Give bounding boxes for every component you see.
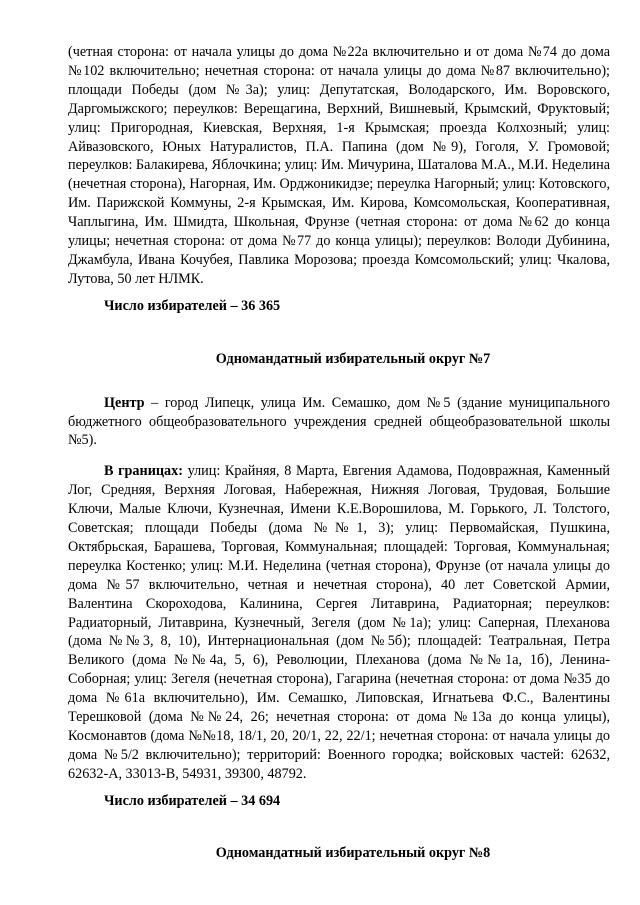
district-6-bounds-continuation: (четная сторона: от начала улицы до дома №22а включительно и от дома №74 до дома №102 включительно; нечетная сторона: от начала улицы до дома №87 включительно); площади Победы (дом №3а); улиц: Депутатская, Володарского, Им. Воровского, Даргомыжского; переулков: Верещагина, Верхний, Вишневый, Крымский, Фруктовый; улиц: Пригородная, Киевская, Верхняя, 1-я Крымская; проезда Колхозный; улиц: Айвазовского, Юных Натуралистов, П.А. Папина (дом №9), Гоголя, У. Громовой; переулков: Балакирева, Яблочкина; улиц: Им. Мичурина, Шаталова М.А., М.И. Неделина (нечетная сторона), Нагорная, Им. Орджоникидзе; переулка Нагорный; улиц: Котовского, Им. Парижской Коммуны, 2-я Крымская, Им. Кирова, Комсомольская, Кооперативная, Чаплыгина, Им. Шмидта, Школьная, Фрунзе (четная сторона: от дома №62 до конца улицы; нечетная сторона: от дома №77 до конца улицы); переулков: Володи Дубинина, Джамбула, Ивана Кочубея, Павлика Морозова; проезда Комсомольский; улиц: Чкалова, Лутова, 50 лет НЛМК. xyxy=(68,44,610,287)
center-text: – город Липецк, улица Им. Семашко, дом №5 (здание муниципального бюджетного общеобразовательного учреждения средней общеобразовательной школы №5). xyxy=(68,394,610,449)
district-8-heading: Одномандатный избирательный округ №8 xyxy=(215,844,491,861)
center-label: Центр xyxy=(104,394,145,411)
bounds-text: улиц: Крайняя, 8 Марта, Евгения Адамова, Подовражная, Каменный Лог, Средняя, Верхняя Логовая, Набережная, Нижняя Логовая, Трудовая, Большие Ключи, Малые Ключи, Кузнечная, Имени К.Е.Ворошилова, М. Горького, Л. Толстого, Советская; площади Победы (дома №№1, 3); улиц: Первомайская, Пушкина, Октябрьская, Барашева, Торговая, Коммунальная; площадей: Торговая, Коммунальная; переулка Костенко; улиц: М.И. Неделина (четная сторона), Фрунзе (от начала улицы до дома №57 включительно, четная и нечетная сторона), 40 лет Советской Армии, Валентина Скороходова, Калинина, Сергея Литаврина, Радиаторная; переулков: Радиаторный, Литаврина, Кузнечный, Зегеля (дом №1а); улиц: Саперная, Плеханова (дома №№3, 8, 10), Интернациональная (дом №5б); площадей: Театральная, Петра Великого (дома №№4а, 5, 6), Революции, Плеханова (дома №№1а, 1б), Ленина-Соборная; улиц: Зегеля (нечетная сторона), Гагарина (нечетная сторона: от дома №35 до дома №61а включительно), Им. Семашко, Липовская, Игнатьева Ф.С., Валентины Терешковой (дома №№24, 26; нечетная сторона: от дома №13а до конца улицы), Космонавтов (дома №№18, 18/1, 20, 20/1, 22, 22/1; нечетная сторона: от начала улицы до дома №5/2 включительно); территорий: Военного городка; войсковых частей: 62632, 62632-А, 33013-В, 54931, 39300, 48792. xyxy=(68,463,610,782)
document-page xyxy=(68,43,610,863)
district-7-center xyxy=(68,394,610,451)
district-7-heading: Одномандатный избирательный округ №7 xyxy=(215,350,491,367)
bounds-label: В границах: xyxy=(104,463,183,480)
district-6-voter-count: Число избирателей – 36 365 xyxy=(104,297,281,314)
district-7-voter-count: Число избирателей – 34 694 xyxy=(104,792,281,809)
district-7-bounds xyxy=(68,462,610,783)
